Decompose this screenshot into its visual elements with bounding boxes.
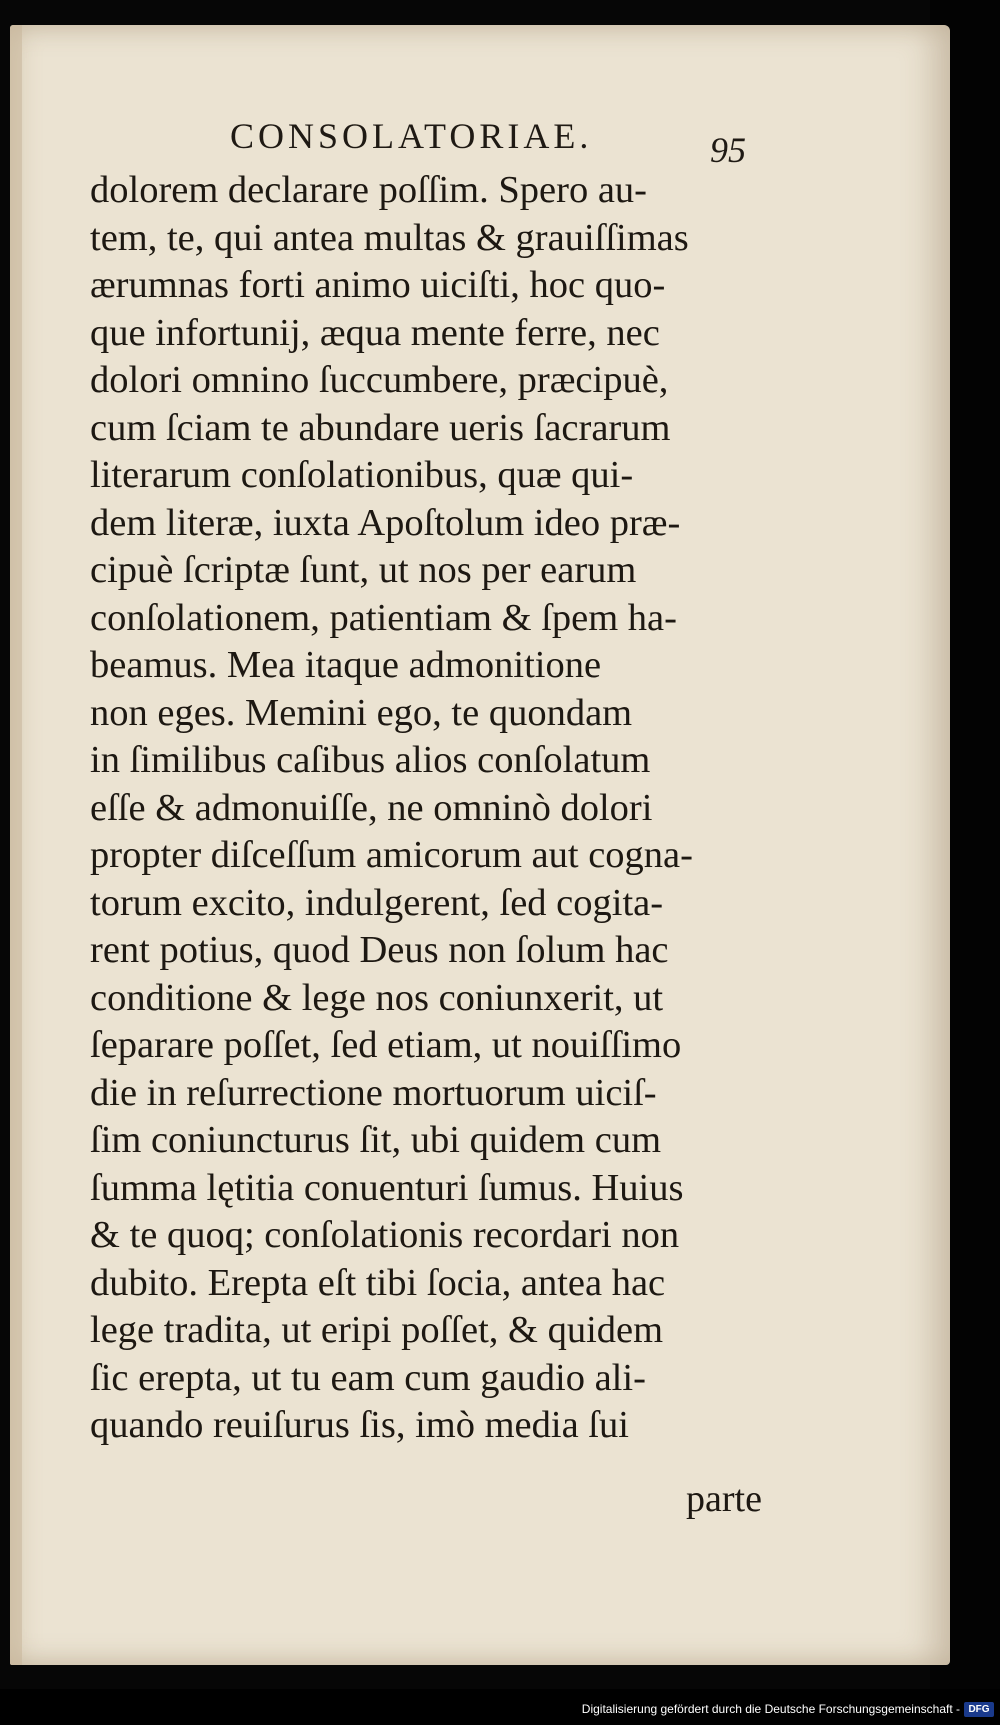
funding-credit: Digitalisierung gefördert durch die Deutsche Forschungsgemeinschaft - (581, 1702, 960, 1716)
text-line: propter diſceſſum amicorum aut cogna- (90, 834, 693, 876)
text-line: conditione & lege nos coniunxerit, ut (90, 976, 664, 1019)
text-line: die in reſurrectione mortuorum uiciſ- (90, 1071, 657, 1114)
running-head: CONSOLATORIAE. (230, 116, 593, 156)
text-line: in ſimilibus caſibus alios conſolatum (90, 739, 651, 781)
text-line: beamus. Mea itaque admonitione (90, 644, 602, 686)
text-line: rent potius, quod Deus non ſolum hac (90, 929, 669, 971)
text-line: ſeparare poſſet, ſed etiam, ut nouiſſimo (90, 1024, 682, 1066)
text-line: non eges. Memini ego, te quondam (90, 691, 633, 734)
body-text (90, 167, 810, 1450)
text-line: tem, te, qui antea multas & grauiſſimas (90, 216, 689, 259)
text-line: dolori omnino ſuccumbere, præcipuè, (90, 359, 669, 401)
text-line: conſolationem, patientiam & ſpem ha- (90, 596, 677, 639)
book-page (10, 25, 950, 1665)
text-line: torum excito, indulgerent, ſed cogita- (90, 881, 664, 924)
text-line: dem literæ, iuxta Apoſtolum ideo præ- (90, 501, 681, 544)
page-number: 95 (710, 130, 746, 170)
text-line: dubito. Erepta eſt tibi ſocia, antea hac (90, 1261, 666, 1304)
text-line: ærumnas forti animo uiciſti, hoc quo- (90, 264, 666, 306)
text-line: quando reuiſurus ſis, imò media ſui (90, 1404, 629, 1446)
text-line: cipuè ſcriptæ ſunt, ut nos per earum (90, 549, 637, 591)
text-line: literarum conſolationibus, quæ qui- (90, 454, 634, 496)
text-line: cum ſciam te abundare ueris ſacrarum (90, 406, 671, 449)
text-line: ſim coniuncturus ſit, ubi quidem cum (90, 1119, 662, 1161)
digitization-footer (0, 1689, 1000, 1725)
text-line: eſſe & admonuiſſe, ne omninò dolori (90, 786, 653, 829)
text-line: lege tradita, ut eripi poſſet, & quidem (90, 1309, 664, 1351)
text-line: ſic erepta, ut tu eam cum gaudio ali- (90, 1356, 646, 1399)
text-line: & te quoq; conſolationis recordari non (90, 1214, 680, 1256)
text-line: ſumma lętitia conuenturi ſumus. Huius (90, 1166, 684, 1209)
dfg-logo-icon: DFG (964, 1702, 994, 1717)
text-line: dolorem declarare poſſim. Spero au- (90, 169, 647, 211)
catchword: parte (686, 1478, 762, 1520)
text-line: que infortunij, æqua mente ferre, nec (90, 311, 660, 354)
page-edge (10, 25, 22, 1665)
